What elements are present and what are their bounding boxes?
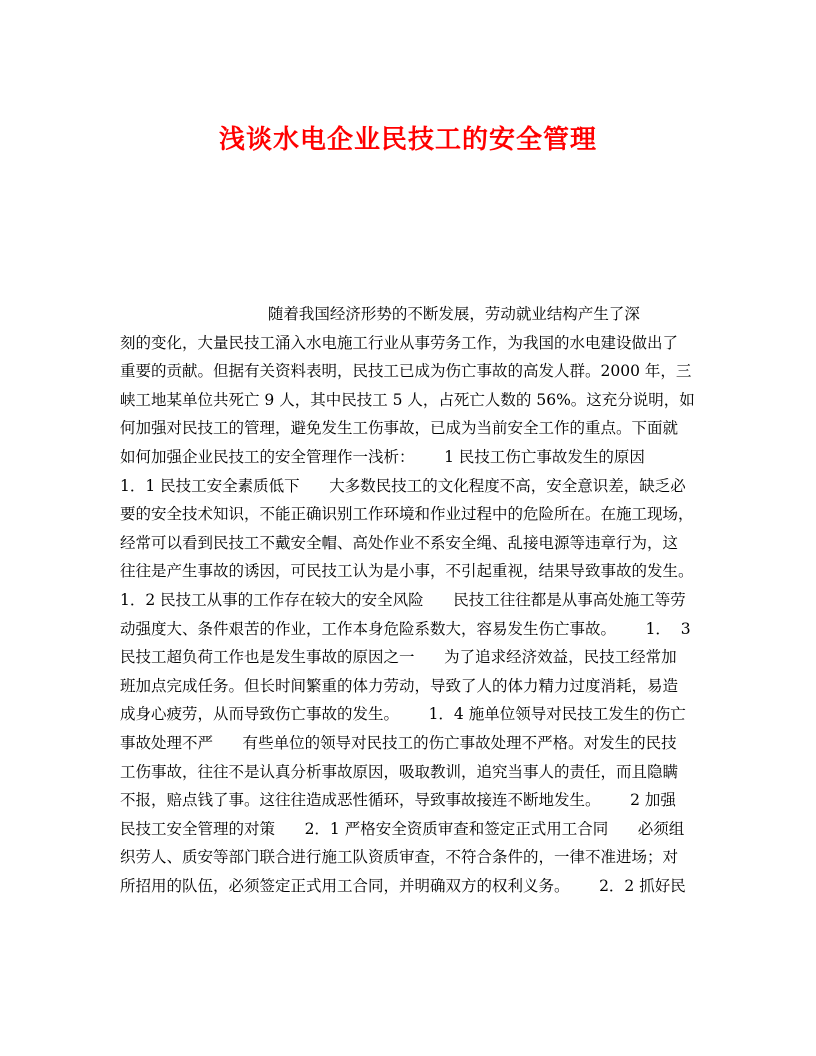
article-body (120, 300, 705, 900)
body-line: 如何加强企业民技工的安全管理作一浅析： 1 民技工伤亡事故发生的原因 (120, 447, 645, 466)
body-line: 随着我国经济形势的不断发展，劳动就业结构产生了深 (120, 305, 640, 323)
body-line: 事故处理不严 有些单位的领导对民技工的伤亡事故处理不严格。对发生的民技 (120, 733, 677, 752)
body-line: 动强度大、条件艰苦的作业，工作本身危险系数大，容易发生伤亡事故。 1． 3 (120, 619, 691, 638)
page-title: 浅谈水电企业民技工的安全管理 (218, 125, 597, 156)
body-line: 1．1 民技工安全素质低下 大多数民技工的文化程度不高，安全意识差，缺乏必 (120, 476, 686, 495)
body-line: 所招用的队伍，必须签定正式用工合同，并明确双方的权利义务。 2．2 抓好民 (120, 876, 686, 895)
body-line: 1．2 民技工从事的工作存在较大的安全风险 民技工往往都是从事高处施工等劳 (120, 590, 686, 609)
body-line: 班加点完成任务。但长时间繁重的体力劳动，导致了人的体力精力过度消耗，易造 (120, 676, 679, 695)
body-line: 往往是产生事故的诱因，可民技工认为是小事，不引起重视，结果导致事故的发生。 (120, 562, 694, 581)
body-line: 经常可以看到民技工不戴安全帽、高处作业不系安全绳、乱接电源等违章行为，这 (120, 533, 679, 552)
body-line: 工伤事故，往往不是认真分析事故原因，吸取教训，追究当事人的责任，而且隐瞒 (120, 762, 679, 781)
body-line: 重要的贡献。但据有关资料表明，民技工已成为伤亡事故的高发人群。2000 年，三 (120, 362, 692, 381)
body-line: 要的安全技术知识，不能正确识别工作环境和作业过程中的危险所在。在施工现场， (120, 505, 694, 524)
body-line: 织劳人、质安等部门联合进行施工队资质审查，不符合条件的，一律不准进场；对 (120, 848, 679, 867)
body-line: 民技工安全管理的对策 2．1 严格安全资质审查和签定正式用工合同 必须组 (120, 819, 685, 838)
body-line: 不报，赔点钱了事。这往往造成恶性循环，导致事故接连不断地发生。 2 加强 (120, 791, 676, 810)
body-line: 何加强对民技工的管理，避免发生工伤事故，已成为当前安全工作的重点。下面就 (120, 419, 679, 438)
body-line: 成身心疲劳，从而导致伤亡事故的发生。 1．4 施单位领导对民技工发生的伤亡 (120, 705, 686, 724)
body-line: 刻的变化，大量民技工涌入水电施工行业从事劳务工作，为我国的水电建设做出了 (120, 333, 679, 352)
body-line: 峡工地某单位共死亡 9 人，其中民技工 5 人，占死亡人数的 56%。这充分说明，如 (120, 390, 695, 409)
body-line: 民技工超负荷工作也是发生事故的原因之一 为了追求经济效益，民技工经常加 (120, 648, 677, 667)
